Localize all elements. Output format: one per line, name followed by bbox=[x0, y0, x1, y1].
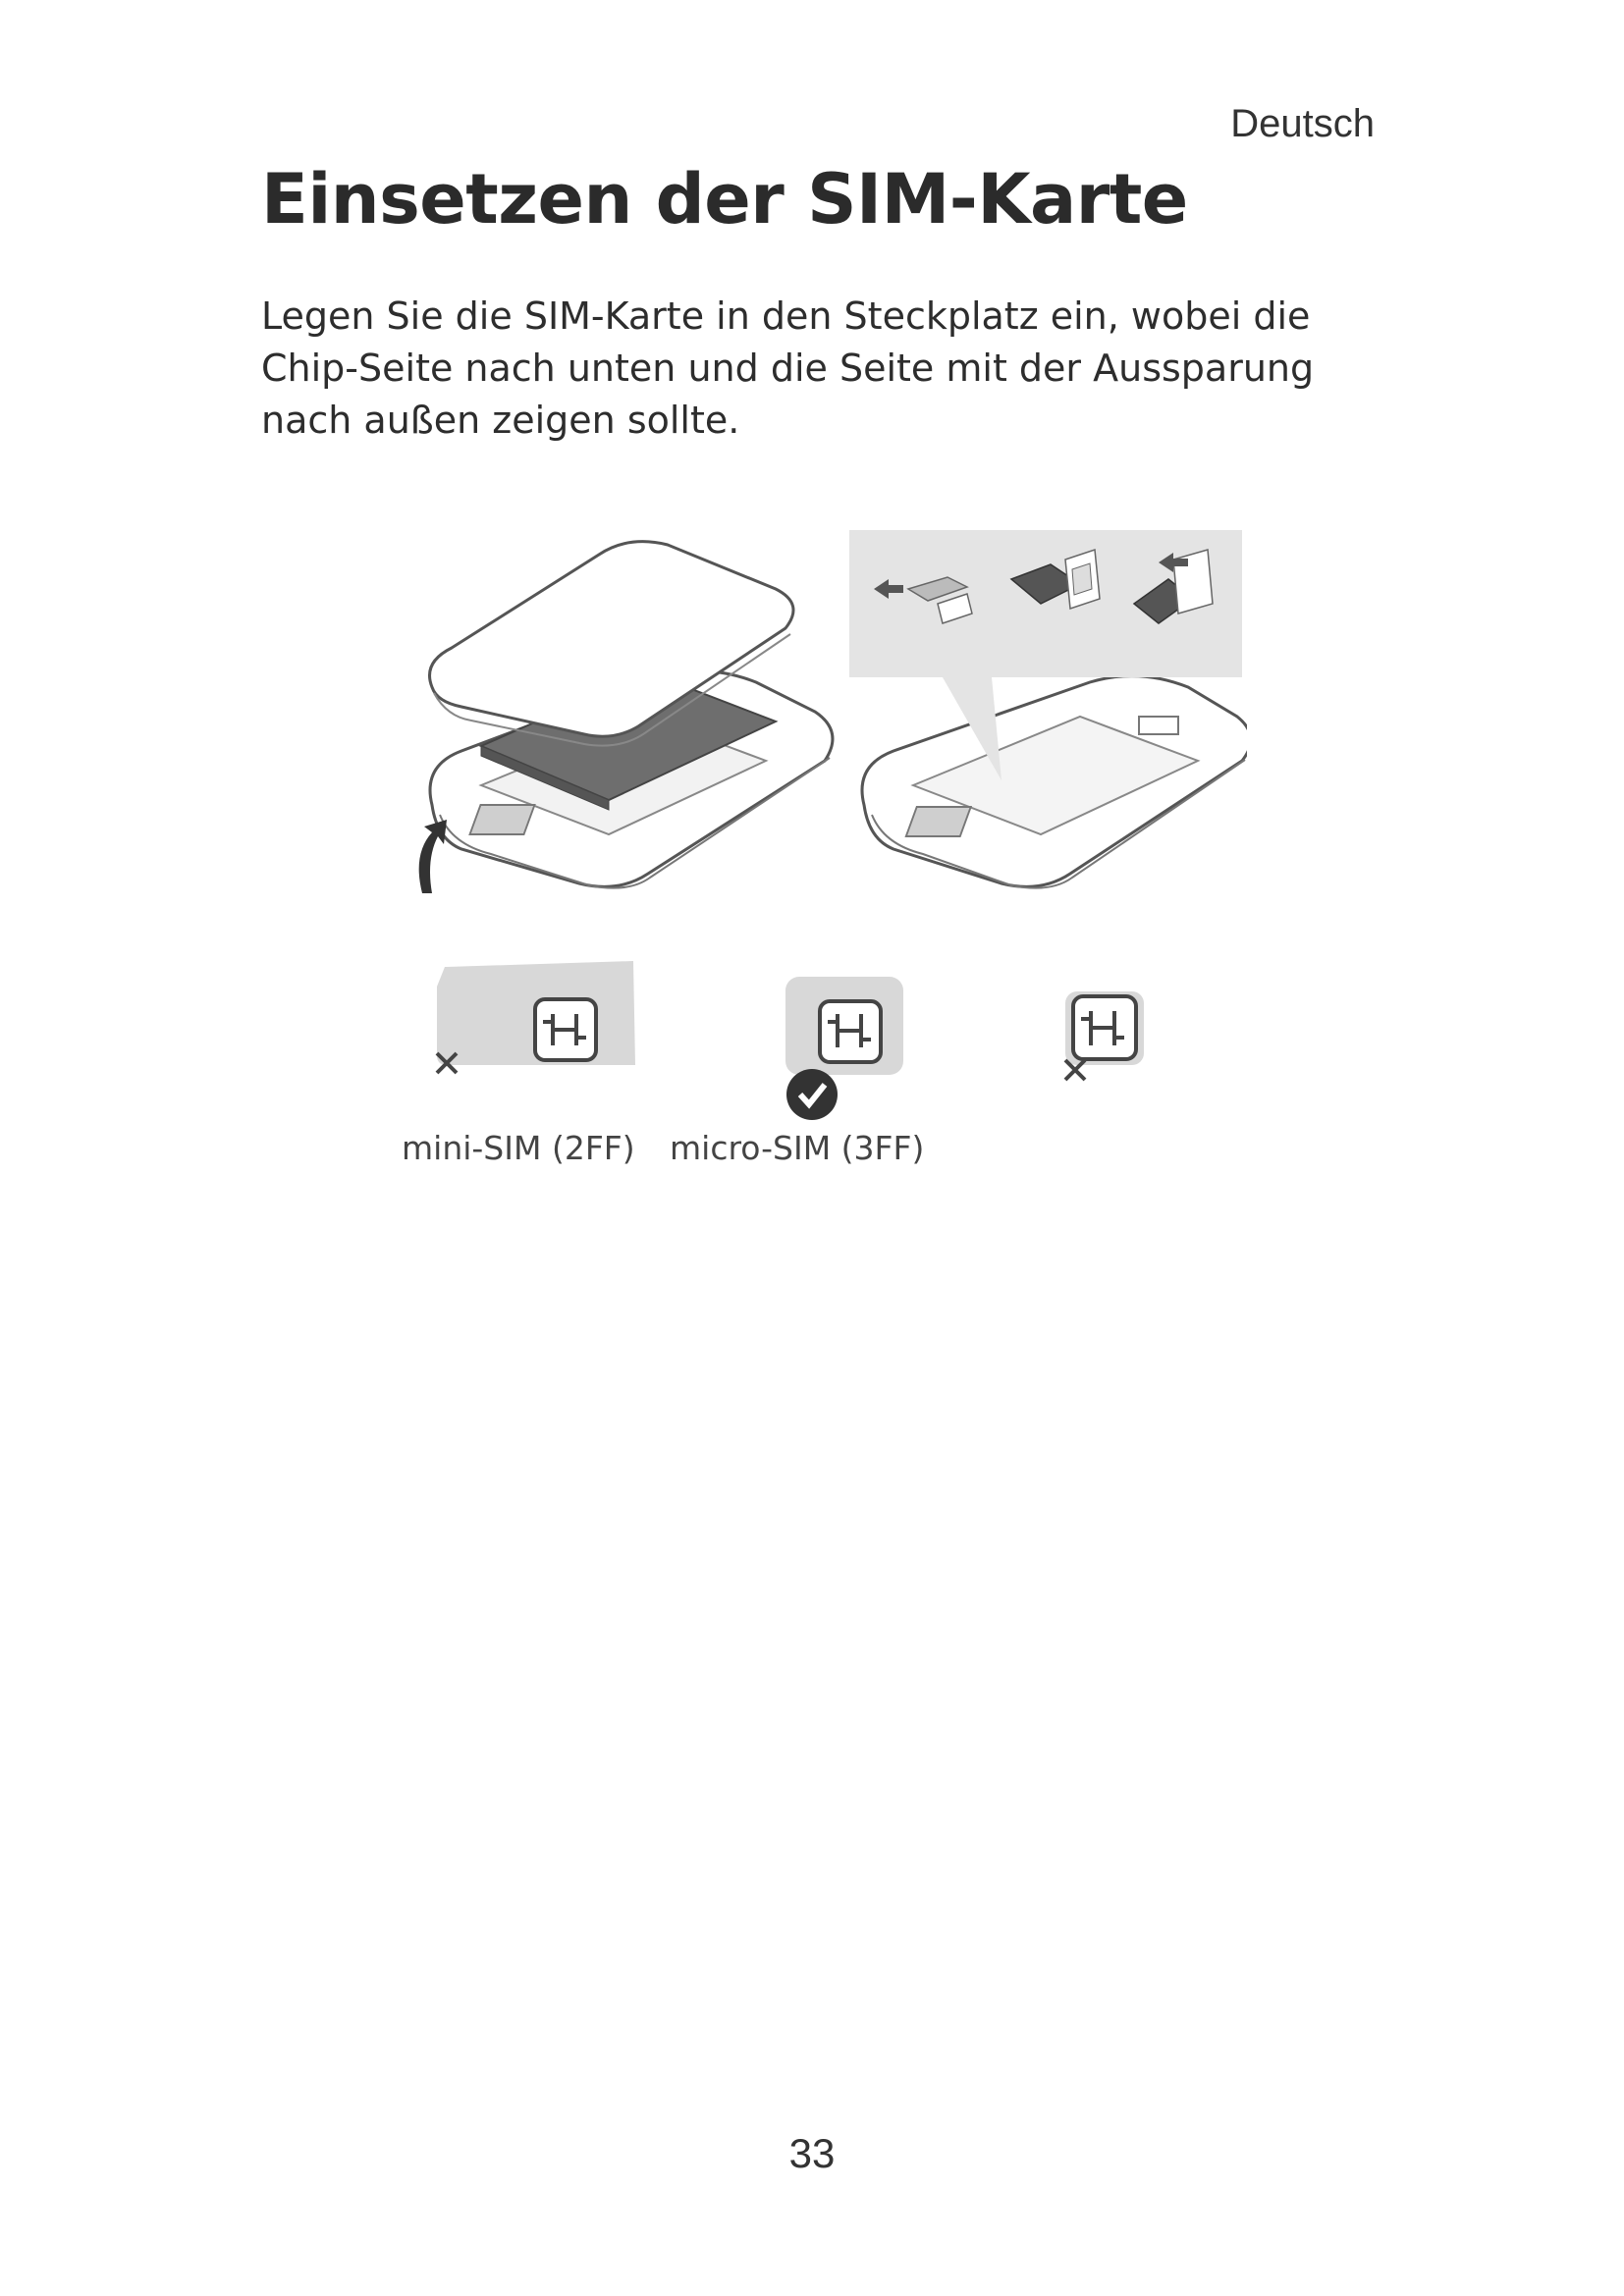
nano-sim-card bbox=[1065, 991, 1144, 1065]
page-number: 33 bbox=[788, 2130, 836, 2176]
sim-label-mini: mini-SIM (2FF) bbox=[402, 1129, 635, 1167]
page-title: Einsetzen der SIM-Karte bbox=[261, 159, 1188, 240]
sim-label-micro: micro-SIM (3FF) bbox=[670, 1129, 925, 1167]
paragraph-line: nach außen zeigen sollte. bbox=[261, 399, 740, 442]
micro-sim-card bbox=[785, 977, 903, 1075]
device-base-right bbox=[862, 676, 1247, 888]
instruction-paragraph bbox=[261, 291, 1400, 447]
sim-insertion-illustration bbox=[393, 520, 1247, 933]
lift-arrow-icon bbox=[419, 820, 447, 893]
check-icon bbox=[786, 1069, 838, 1120]
sim-type-comparison bbox=[427, 957, 1173, 1124]
paragraph-line: Chip-Seite nach unten und die Seite mit der Aussparung bbox=[261, 347, 1315, 390]
language-label: Deutsch bbox=[1230, 102, 1375, 145]
mini-sim-card bbox=[437, 961, 635, 1065]
paragraph-line: Legen Sie die SIM-Karte in den Steckplatz ein, wobei die bbox=[261, 294, 1311, 338]
